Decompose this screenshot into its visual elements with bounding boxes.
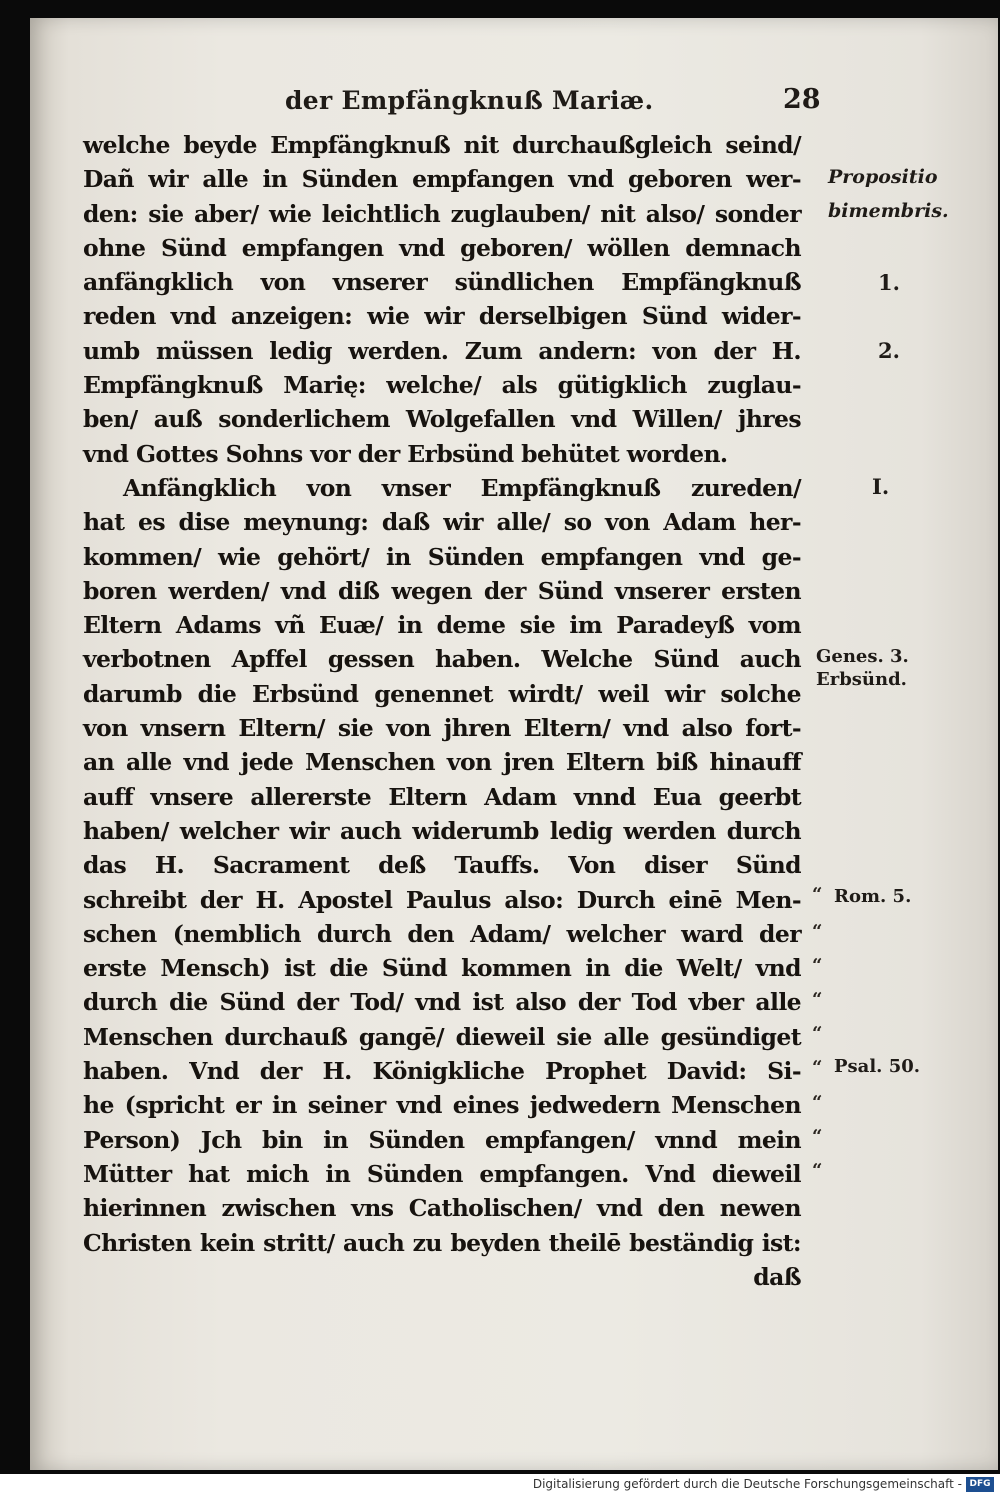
text-line: Anfängklich von vnser Empfängknuß zureden/	[123, 473, 801, 502]
text-line: von vnsern Eltern/ sie von jhren Eltern/ vnd also fort-	[83, 714, 801, 743]
text-line: Empfängknuß Marię: welche/ als gütigklich zuglau-	[83, 371, 801, 400]
text-line: vnd Gottes Sohns vor der Erbsünd behütet worden.	[83, 439, 728, 468]
quote-mark: “	[812, 921, 823, 942]
margin-note-psalm: Psal. 50.	[834, 1056, 921, 1077]
quote-mark: “	[812, 884, 823, 905]
text-line: hat es dise meynung: daß wir alle/ so von Adam her-	[83, 508, 801, 537]
text-line: he (spricht er in seiner vnd eines jedwedern Menschen	[83, 1091, 801, 1120]
quote-mark: “	[812, 989, 823, 1010]
margin-note-number-2: 2.	[878, 338, 900, 363]
margin-note-propositio: Propositio	[828, 166, 938, 188]
text-line: hierinnen zwischen vns Catholischen/ vnd den newen	[83, 1194, 801, 1223]
text-line: schreibt der H. Apostel Paulus also: Durch einē Men-	[83, 885, 801, 914]
margin-note-number-1: 1.	[878, 270, 900, 295]
text-line: haben/ welcher wir auch widerumb ledig werden durch	[83, 816, 801, 845]
digitization-footer	[0, 1474, 1000, 1496]
text-line: anfängklich von vnserer sündlichen Empfängknuß	[83, 268, 801, 297]
margin-note-romans: Rom. 5.	[834, 886, 912, 907]
quote-mark: “	[812, 1023, 823, 1044]
running-title: der Empfängknuß Mariæ.	[285, 86, 654, 115]
page-number: 28	[783, 84, 821, 115]
body-text	[83, 128, 823, 1294]
text-line: das H. Sacrament deß Tauffs. Von diser Sünd	[83, 851, 801, 880]
margin-note-genesis: Genes. 3.	[816, 646, 909, 667]
dfg-logo: DFG	[966, 1477, 994, 1492]
quote-mark: “	[812, 1160, 823, 1181]
text-line: kommen/ wie gehört/ in Sünden empfangen vnd ge-	[83, 542, 801, 571]
margin-note-bimembris: bimembris.	[828, 200, 949, 222]
text-line: Menschen durchauß gangē/ dieweil sie alle gesündiget	[83, 1022, 801, 1051]
text-line: welche beyde Empfängknuß nit durchaußgleich seind/	[83, 131, 801, 159]
margin-note-number-I: I.	[872, 474, 890, 499]
text-line: verbotnen Apffel gessen haben. Welche Sünd auch	[83, 645, 801, 674]
quote-mark: “	[812, 1092, 823, 1113]
footer-credit: Digitalisierung gefördert durch die Deutsche Forschungsgemeinschaft -	[532, 1477, 962, 1491]
text-line: Mütter hat mich in Sünden empfangen. Vnd dieweil	[83, 1159, 801, 1188]
text-line: reden vnd anzeigen: wie wir derselbigen Sünd wider-	[83, 302, 801, 331]
text-line: erste Mensch) ist die Sünd kommen in die Welt/ vnd	[83, 954, 801, 983]
text-line: Eltern Adams vñ Euæ/ in deme sie im Paradeyß vom	[83, 611, 801, 640]
text-line: ohne Sünd empfangen vnd geboren/ wöllen demnach	[83, 233, 801, 262]
text-line: Person) Jch bin in Sünden empfangen/ vnnd mein	[83, 1125, 801, 1154]
text-line: ben/ auß sonderlichem Wolgefallen vnd Willen/ jhres	[83, 405, 801, 434]
quote-mark: “	[812, 1126, 823, 1147]
text-line: schen (nemblich durch den Adam/ welcher ward der	[83, 919, 801, 948]
text-line: darumb die Erbsünd genennet wirdt/ weil wir solche	[83, 679, 801, 708]
text-line: umb müssen ledig werden. Zum andern: von der H.	[83, 336, 801, 365]
page-header	[0, 86, 1000, 118]
margin-note-erbsuend: Erbsünd.	[816, 669, 907, 690]
quote-mark: “	[812, 955, 823, 976]
text-line: daß	[753, 1262, 801, 1291]
text-line: Dañ wir alle in Sünden empfangen vnd geboren wer-	[83, 165, 801, 194]
text-line: Christen kein stritt/ auch zu beyden theilē beständig ist:	[83, 1228, 801, 1257]
text-line: an alle vnd jede Menschen von jren Eltern biß hinauff	[83, 748, 801, 777]
text-line: den: sie aber/ wie leichtlich zuglauben/ nit also/ sonder	[83, 199, 801, 228]
text-line: durch die Sünd der Tod/ vnd ist also der Tod vber alle	[83, 988, 801, 1017]
quote-mark: “	[812, 1057, 823, 1078]
text-line: boren werden/ vnd diß wegen der Sünd vnserer ersten	[83, 576, 801, 605]
text-line: auff vnsere allererste Eltern Adam vnnd Eua geerbt	[83, 782, 801, 811]
text-line: haben. Vnd der H. Königkliche Prophet David: Si-	[83, 1057, 801, 1086]
